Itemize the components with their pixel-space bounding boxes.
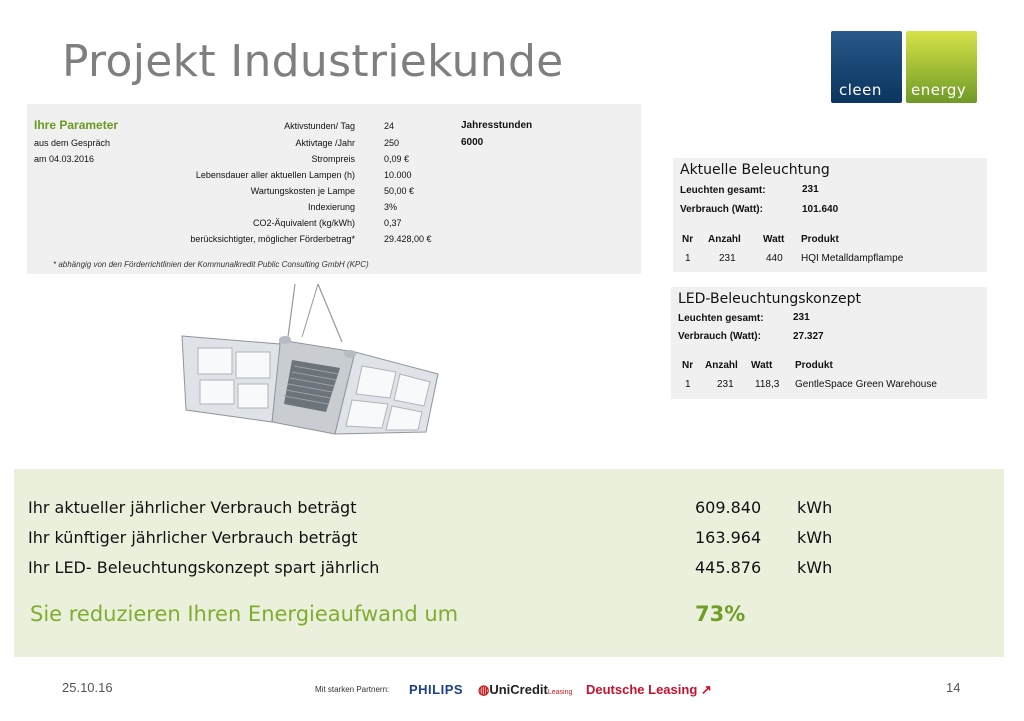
deutsche-leasing-logo [586, 682, 712, 698]
table-header-watt: Watt [763, 234, 785, 245]
annual-hours-value: 6000 [461, 137, 484, 148]
reduction-label: Sie reduzieren Ihren Energieaufwand um [30, 602, 459, 626]
summary-value: 445.876 [695, 558, 762, 577]
led-luminaire-image [180, 282, 442, 440]
unicredit-name: UniCredit [489, 682, 548, 697]
param-value: 250 [384, 138, 400, 148]
table-header-nr: Nr [682, 234, 694, 245]
param-label: Aktivstunden/ Tag [284, 121, 355, 131]
parameters-heading: Ihre Parameter [34, 118, 119, 132]
logo-word-energy: energy [911, 81, 967, 99]
table-cell-nr: 1 [685, 379, 691, 390]
param-label: Wartungskosten je Lampe [250, 186, 355, 196]
led-luminaires-label: Leuchten gesamt: [678, 313, 764, 324]
param-value: 24 [384, 121, 395, 131]
deutsche-leasing-arrow-icon: ↗ [700, 682, 712, 697]
led-luminaires-value: 231 [793, 312, 810, 323]
page-title: Projekt Industriekunde [62, 36, 564, 87]
footer-date: 25.10.16 [62, 680, 113, 695]
page-number: 14 [946, 680, 961, 695]
param-value: 0,37 [384, 218, 402, 228]
param-value: 0,09 € [384, 154, 410, 164]
summary-label: Ihr aktueller jährlicher Verbrauch beträgt [28, 498, 357, 517]
unicredit-icon: ◍ [478, 682, 490, 697]
table-cell-product: HQI Metalldampflampe [801, 253, 904, 264]
led-consumption-label: Verbrauch (Watt): [678, 331, 761, 342]
summary-label: Ihr künftiger jährlicher Verbrauch beträgt [28, 528, 358, 547]
parameters-panel [27, 104, 641, 274]
table-header-product: Produkt [795, 360, 833, 371]
current-luminaires-value: 231 [802, 184, 819, 195]
summary-unit: kWh [797, 498, 833, 517]
param-label: Lebensdauer aller aktuellen Lampen (h) [195, 170, 355, 180]
current-lighting-heading: Aktuelle Beleuchtung [680, 162, 830, 178]
current-luminaires-label: Leuchten gesamt: [680, 185, 766, 196]
unicredit-leasing-suffix: Leasing [547, 689, 573, 696]
parameters-subtitle-2: am 04.03.2016 [34, 154, 95, 164]
led-concept-heading: LED-Beleuchtungskonzept [678, 291, 861, 307]
param-label: berücksichtigter, möglicher Förderbetrag* [190, 234, 355, 244]
savings-summary-panel [14, 469, 1004, 657]
table-header-count: Anzahl [705, 360, 738, 371]
table-header-product: Produkt [801, 234, 839, 245]
param-label: Strompreis [311, 154, 355, 164]
summary-label: Ihr LED- Beleuchtungskonzept spart jährlich [28, 558, 380, 577]
partners-label: Mit starken Partnern: [315, 685, 390, 694]
cleen-energy-logo [831, 31, 977, 103]
param-label: Aktivtage /Jahr [295, 138, 355, 148]
param-value: 10.000 [384, 170, 412, 180]
summary-value: 609.840 [695, 498, 762, 517]
current-consumption-value: 101.640 [802, 204, 839, 215]
current-consumption-label: Verbrauch (Watt): [680, 204, 763, 215]
table-cell-product: GentleSpace Green Warehouse [795, 379, 937, 390]
logo-word-cleen: cleen [839, 81, 882, 99]
deutsche-leasing-name: Deutsche Leasing [586, 682, 698, 697]
philips-logo: PHILIPS [409, 682, 464, 697]
unicredit-leasing-logo [478, 682, 572, 698]
current-lighting-panel [673, 158, 987, 272]
param-value: 29.428,00 € [384, 234, 432, 244]
table-header-nr: Nr [682, 360, 694, 371]
reduction-value: 73% [695, 602, 746, 626]
table-header-count: Anzahl [708, 234, 741, 245]
parameters-subtitle-1: aus dem Gespräch [34, 138, 111, 148]
led-concept-panel [671, 287, 987, 399]
led-consumption-value: 27.327 [793, 331, 824, 342]
summary-value: 163.964 [695, 528, 762, 547]
summary-unit: kWh [797, 558, 833, 577]
annual-hours-label: Jahresstunden [461, 120, 533, 131]
summary-unit: kWh [797, 528, 833, 547]
table-header-watt: Watt [751, 360, 773, 371]
param-value: 50,00 € [384, 186, 415, 196]
table-cell-watt: 440 [766, 253, 783, 264]
param-value: 3% [384, 202, 398, 212]
table-cell-nr: 1 [685, 253, 691, 264]
parameters-footnote: * abhängig von den Förderrichtlinien der Kommunalkredit Public Consulting GmbH (KPC) [53, 260, 369, 269]
table-cell-watt: 118,3 [755, 379, 780, 390]
table-cell-count: 231 [719, 253, 736, 264]
table-cell-count: 231 [717, 379, 734, 390]
param-label: CO2-Äquivalent (kg/kWh) [252, 218, 355, 228]
param-label: Indexierung [307, 202, 355, 212]
